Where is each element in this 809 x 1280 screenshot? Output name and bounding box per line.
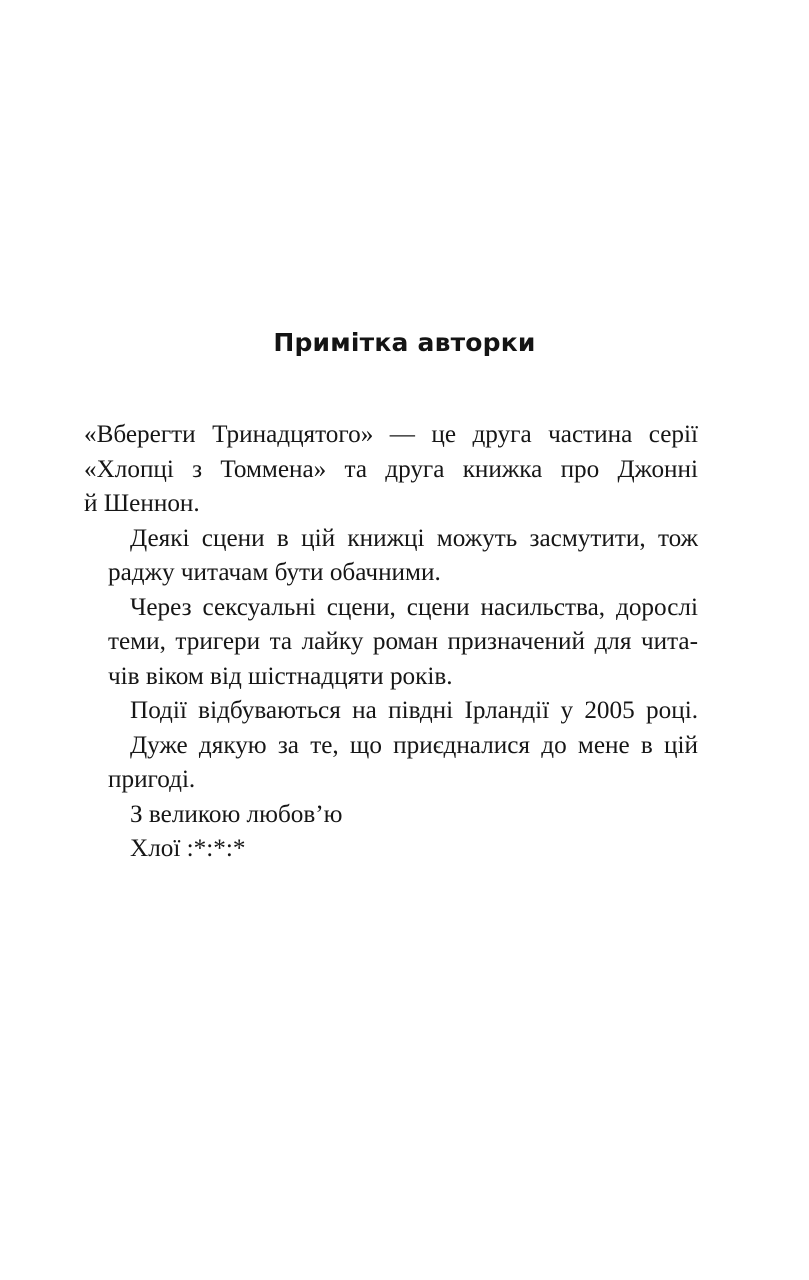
author-note-body bbox=[84, 418, 698, 867]
text-line: Через сексуальні сцени, сцени насильства, дорослі bbox=[130, 593, 698, 621]
text-line: чів віком від шістнадцяти років. bbox=[108, 662, 453, 690]
paragraph-7 bbox=[84, 832, 698, 867]
paragraph-2 bbox=[84, 522, 698, 591]
paragraph-6 bbox=[84, 798, 698, 833]
signature-line: Хлої :*:*:* bbox=[130, 835, 246, 862]
paragraph-4 bbox=[84, 694, 698, 729]
text-line: теми, тригери та лайку роман призначений для чита- bbox=[108, 628, 698, 655]
paragraph-1 bbox=[84, 418, 698, 522]
text-line: Деякі сцени в цій книжці можуть засмутити, тож bbox=[130, 524, 698, 552]
page-title: Примітка авторки bbox=[273, 328, 536, 357]
paragraph-3 bbox=[84, 591, 698, 695]
text-line: З великою любов’ю bbox=[130, 800, 343, 828]
text-line: «Хлопці з Томмена» та друга книжка про Джонні bbox=[84, 455, 698, 483]
text-line: Події відбуваються на півдні Ірландії у 2005 році. bbox=[130, 697, 698, 724]
paragraph-5 bbox=[84, 729, 698, 798]
text-line: пригоді. bbox=[108, 766, 196, 793]
text-line: Дуже дякую за те, що приєдналися до мене в цій bbox=[130, 731, 698, 759]
text-line: й Шеннон. bbox=[84, 490, 200, 517]
text-line: раджу читачам бути обачними. bbox=[108, 559, 441, 586]
text-line: «Вберегти Тринадцятого» — це друга частина серії bbox=[84, 421, 698, 448]
